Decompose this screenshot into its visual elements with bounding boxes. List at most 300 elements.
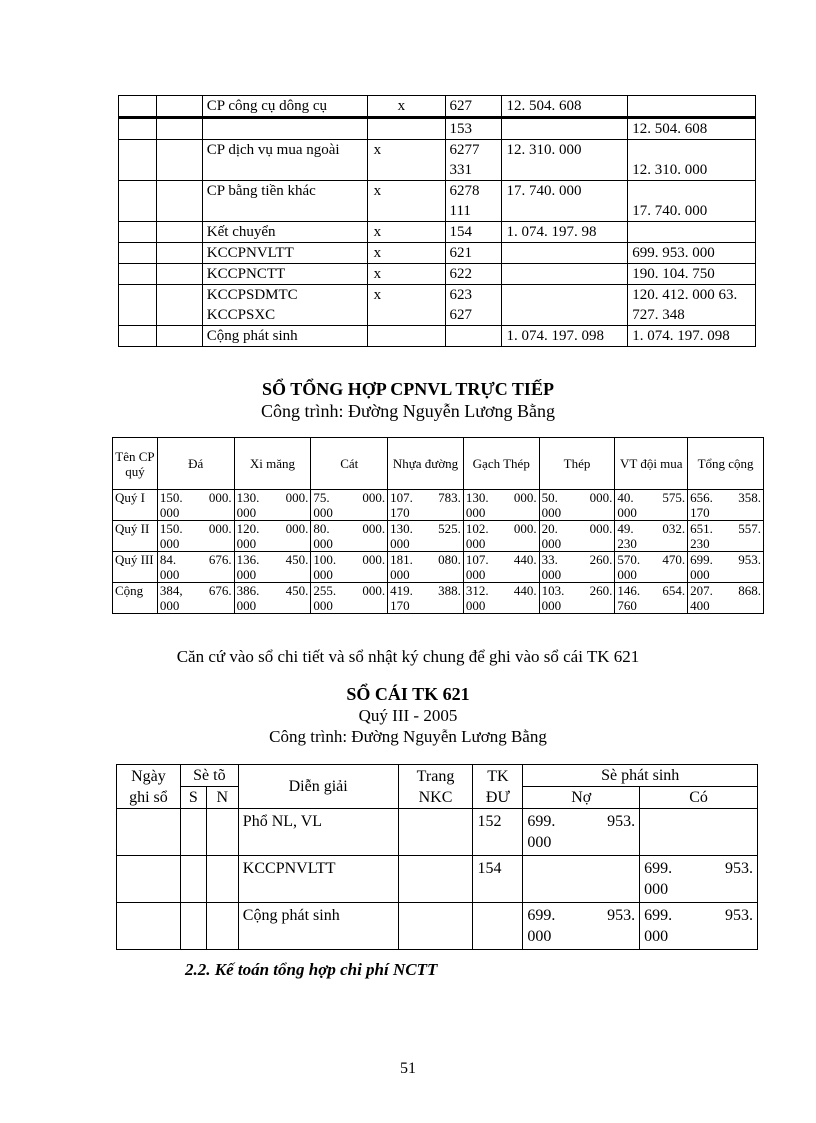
cell-credit: 1. 074. 197. 098 (628, 326, 756, 347)
value-part: 699. (644, 860, 673, 877)
cell-debit (502, 118, 628, 140)
cell-mark: x (367, 140, 445, 181)
summary-cell (688, 490, 764, 521)
empty-cell (398, 903, 473, 950)
value-part: 440. (513, 552, 537, 567)
summary-cell (463, 583, 539, 614)
value-part: 080. (438, 552, 461, 567)
value-part: 699. (690, 552, 713, 567)
summary-cell (234, 521, 311, 552)
cell-acct: 154 (445, 222, 502, 243)
header-description: Diễn giải (238, 765, 398, 809)
value-line (390, 521, 461, 536)
value-part: 654. (662, 583, 686, 598)
value-part: 575. (662, 490, 686, 505)
value-line (690, 521, 761, 536)
summary-cell (539, 583, 615, 614)
debit-cell (523, 856, 640, 903)
value-line (237, 552, 309, 567)
value-part: 570. (617, 552, 641, 567)
value-part: 000. (362, 552, 386, 567)
summary-cell (388, 521, 464, 552)
value-line (390, 583, 461, 598)
value-part: 230 (690, 536, 710, 551)
quarter-label: Quý I (113, 490, 158, 521)
value-part: 000 (527, 834, 552, 851)
value-part: 000 (159, 598, 180, 613)
value-part: 000 (390, 536, 410, 551)
cell-mark: x (367, 243, 445, 264)
value-part: 384, (159, 583, 183, 598)
value-line (690, 490, 761, 505)
value-part: 312. (465, 583, 489, 598)
value-part: 783. (438, 490, 461, 505)
summary-row (113, 583, 764, 614)
table-row (119, 326, 756, 347)
summary-cell (615, 490, 688, 521)
value-part: 260. (589, 552, 613, 567)
empty-cell (206, 809, 238, 856)
value-part: 651. (690, 521, 713, 536)
value-part: 107. (390, 490, 413, 505)
value-part: 80. (313, 521, 330, 536)
cell-c1 (119, 140, 157, 181)
value-line (466, 552, 537, 567)
cell-credit: 190. 104. 750 (628, 264, 756, 285)
empty-cell (117, 903, 181, 950)
empty-cell (180, 903, 206, 950)
cell-c1 (119, 285, 157, 326)
summary-cell (463, 552, 539, 583)
cell-c2 (156, 118, 202, 140)
summary-cell (615, 521, 688, 552)
value-part: 000. (285, 521, 309, 536)
cell-mark (367, 326, 445, 347)
description-cell: Phổ NL, VL (238, 809, 398, 856)
value-part: 000. (513, 521, 537, 536)
value-part: 656. (690, 490, 713, 505)
empty-cell (180, 809, 206, 856)
value-part: 000 (313, 505, 333, 520)
value-part: 000 (644, 928, 669, 945)
value-part: 000. (513, 490, 537, 505)
summary-cell (234, 490, 311, 521)
value-part: 000 (236, 536, 257, 551)
ledger-continuation-table (118, 95, 756, 347)
value-part: 440. (513, 583, 537, 598)
cell-mark: x (367, 96, 445, 118)
summary-cell (615, 552, 688, 583)
value-part: 170 (390, 598, 410, 613)
summary-cell (157, 552, 234, 583)
debit-cell (523, 903, 640, 950)
header-debit: Nợ (523, 787, 640, 809)
value-part: 868. (738, 583, 761, 598)
cell-c2 (156, 243, 202, 264)
ledger621-title: SỔ CÁI TK 621 (346, 684, 470, 704)
cell-c1 (119, 96, 157, 118)
empty-cell (180, 856, 206, 903)
value-part: 000 (313, 536, 333, 551)
cell-mark: x (367, 285, 445, 326)
value-part: 50. (541, 490, 558, 505)
cell-desc (202, 118, 367, 140)
instruction-note: Căn cứ vào sổ chi tiết và sổ nhật ký chung để ghi vào sổ cái TK 621 (176, 647, 640, 666)
value-part: 000 (541, 505, 562, 520)
cell-desc: Cộng phát sinh (202, 326, 367, 347)
value-part: 676. (208, 552, 232, 567)
cell-acct: 6278 111 (445, 181, 502, 222)
value-part: 676. (208, 583, 232, 598)
summary-cell (388, 490, 464, 521)
ledger621-period: Quý III - 2005 (358, 706, 458, 725)
cell-acct: 621 (445, 243, 502, 264)
value-line (390, 490, 461, 505)
value-line (617, 521, 685, 536)
value-part: 102. (465, 521, 489, 536)
value-line (160, 583, 232, 598)
value-part: 000. (208, 490, 232, 505)
header-n: N (206, 787, 238, 809)
value-part: 255. (313, 583, 337, 598)
header-date: Ngày ghi sổ (117, 765, 181, 809)
cell-c2 (156, 264, 202, 285)
value-part: 953. (607, 813, 636, 830)
header-amount: Sè phát sinh (523, 765, 758, 787)
value-part: 000 (159, 536, 180, 551)
value-part: 000 (313, 598, 333, 613)
summary-row (113, 521, 764, 552)
value-part: 000 (465, 536, 486, 551)
cell-c1 (119, 326, 157, 347)
value-part: 000. (362, 490, 386, 505)
value-line (313, 583, 385, 598)
value-part: 000 (617, 567, 637, 582)
table-row (119, 264, 756, 285)
value-part: 146. (617, 583, 641, 598)
value-part: 170 (690, 505, 710, 520)
cell-c2 (156, 140, 202, 181)
value-part: 000. (589, 490, 613, 505)
summary-title: SỔ TỔNG HỢP CPNVL TRỰC TIẾP (262, 379, 554, 399)
cell-debit: 12. 504. 608 (502, 96, 628, 118)
value-line (644, 858, 753, 879)
value-line (542, 490, 613, 505)
summary-cell (157, 521, 234, 552)
value-line (617, 552, 685, 567)
account-cell: 152 (473, 809, 523, 856)
value-part: 358. (738, 490, 761, 505)
value-part: 000 (527, 928, 552, 945)
summary-cell (388, 552, 464, 583)
cell-c1 (119, 243, 157, 264)
summary-cell (615, 583, 688, 614)
table-row (119, 118, 756, 140)
empty-cell (398, 856, 473, 903)
summary-cell (157, 583, 234, 614)
summary-table (112, 437, 764, 614)
empty-cell (206, 903, 238, 950)
value-line (466, 521, 537, 536)
value-line (237, 583, 309, 598)
value-part: 557. (738, 521, 761, 536)
cell-acct: 622 (445, 264, 502, 285)
value-line (527, 811, 635, 832)
summary-cell (539, 552, 615, 583)
value-line (466, 490, 537, 505)
table-row (119, 222, 756, 243)
value-line (237, 521, 309, 536)
cell-c2 (156, 181, 202, 222)
summary-header: Nhựa đường (388, 438, 464, 490)
value-part: 000 (313, 567, 333, 582)
cell-debit (502, 264, 628, 285)
value-line (617, 490, 685, 505)
cell-credit: 17. 740. 000 (628, 181, 756, 222)
value-part: 953. (725, 907, 753, 924)
summary-cell (688, 521, 764, 552)
value-part: 000 (617, 505, 637, 520)
value-part: 170 (390, 505, 410, 520)
cell-desc: KCCPNVLTT (202, 243, 367, 264)
cell-mark: x (367, 222, 445, 243)
cell-debit: 17. 740. 000 (502, 181, 628, 222)
cell-desc: KCCPNCTT (202, 264, 367, 285)
ledger621-row (117, 809, 758, 856)
value-part: 150. (159, 490, 183, 505)
value-part: 000 (465, 505, 486, 520)
table-row (119, 140, 756, 181)
value-part: 000 (390, 567, 410, 582)
table-row (119, 181, 756, 222)
cell-c1 (119, 222, 157, 243)
cell-debit: 12. 310. 000 (502, 140, 628, 181)
value-part: 699. (527, 813, 556, 830)
cell-credit: 699. 953. 000 (628, 243, 756, 264)
summary-cell (311, 552, 388, 583)
summary-cell (688, 583, 764, 614)
value-part: 000. (362, 583, 386, 598)
cell-desc: CP dịch vụ mua ngoài (202, 140, 367, 181)
value-part: 000. (285, 490, 309, 505)
summary-cell (539, 521, 615, 552)
value-line (313, 521, 385, 536)
value-part: 000 (644, 881, 669, 898)
value-line (160, 521, 232, 536)
value-part: 953. (738, 552, 761, 567)
ledger621-project: Công trình: Đường Nguyễn Lương Bằng (269, 727, 547, 746)
description-cell: Cộng phát sinh (238, 903, 398, 950)
summary-header: Gạch Thép (463, 438, 539, 490)
value-line (390, 552, 461, 567)
value-part: 419. (390, 583, 413, 598)
cell-c2 (156, 326, 202, 347)
value-line (644, 905, 753, 926)
value-part: 000 (690, 567, 710, 582)
cell-desc: KCCPSDMTC KCCPSXC (202, 285, 367, 326)
cell-debit: 1. 074. 197. 098 (502, 326, 628, 347)
value-part: 386. (236, 583, 260, 598)
value-line (542, 583, 613, 598)
ledger621-table (116, 764, 758, 950)
summary-header: Tổng cộng (688, 438, 764, 490)
value-part: 000 (236, 505, 257, 520)
summary-cell (311, 521, 388, 552)
summary-subtitle: Công trình: Đường Nguyễn Lương Bằng (260, 401, 556, 421)
summary-cell (234, 552, 311, 583)
value-line (617, 583, 685, 598)
cell-acct: 623 627 (445, 285, 502, 326)
value-part: 000 (465, 598, 486, 613)
cell-mark (367, 118, 445, 140)
value-part: 120. (236, 521, 260, 536)
value-part: 000 (541, 536, 562, 551)
summary-cell (388, 583, 464, 614)
cell-desc: CP bằng tiền khác (202, 181, 367, 222)
cell-acct: 6277 331 (445, 140, 502, 181)
cell-credit (628, 222, 756, 243)
value-part: 75. (313, 490, 330, 505)
summary-cell (311, 490, 388, 521)
value-part: 20. (541, 521, 558, 536)
value-part: 000 (159, 505, 180, 520)
quarter-label: Quý III (113, 552, 158, 583)
value-line (313, 552, 385, 567)
summary-cell (157, 490, 234, 521)
summary-header: VT đội mua (615, 438, 688, 490)
value-part: 260. (589, 583, 613, 598)
value-part: 000 (541, 598, 562, 613)
value-part: 207. (690, 583, 713, 598)
value-part: 450. (285, 583, 309, 598)
credit-cell (640, 809, 758, 856)
value-part: 84. (159, 552, 177, 567)
value-part: 000 (236, 598, 257, 613)
summary-header: Tên CP quý (113, 438, 158, 490)
cell-c2 (156, 96, 202, 118)
summary-cell (463, 490, 539, 521)
summary-cell (463, 521, 539, 552)
value-part: 699. (527, 907, 556, 924)
ledger621-row (117, 856, 758, 903)
value-line (160, 552, 232, 567)
table-row (119, 243, 756, 264)
summary-cell (311, 583, 388, 614)
cell-mark: x (367, 181, 445, 222)
summary-cell (234, 583, 311, 614)
cell-credit (628, 96, 756, 118)
value-line (542, 521, 613, 536)
description-cell: KCCPNVLTT (238, 856, 398, 903)
cell-credit: 120. 412. 000 63. 727. 348 (628, 285, 756, 326)
quarter-label: Cộng (113, 583, 158, 614)
value-part: 000 (236, 567, 257, 582)
value-line (690, 552, 761, 567)
value-part: 388. (438, 583, 461, 598)
cell-c1 (119, 264, 157, 285)
summary-header: Cát (311, 438, 388, 490)
value-part: 400 (690, 598, 710, 613)
cell-acct (445, 326, 502, 347)
empty-cell (206, 856, 238, 903)
header-s: S (180, 787, 206, 809)
cell-acct: 627 (445, 96, 502, 118)
value-part: 699. (644, 907, 673, 924)
value-part: 000. (208, 521, 232, 536)
cell-c2 (156, 222, 202, 243)
value-part: 450. (285, 552, 309, 567)
ledger621-row (117, 903, 758, 950)
value-line (527, 905, 635, 926)
cell-desc: CP công cụ dông cụ (202, 96, 367, 118)
cell-c1 (119, 181, 157, 222)
summary-row (113, 552, 764, 583)
summary-cell (688, 552, 764, 583)
section-heading: 2.2. Kế toán tổng hợp chi phí NCTT (185, 960, 438, 979)
value-part: 000 (541, 567, 562, 582)
cell-credit: 12. 310. 000 (628, 140, 756, 181)
value-part: 000 (465, 567, 486, 582)
header-journal-page: Trang NKC (398, 765, 473, 809)
value-part: 107. (465, 552, 489, 567)
value-part: 130. (390, 521, 413, 536)
value-line (160, 490, 232, 505)
summary-header: Thép (539, 438, 615, 490)
value-part: 032. (662, 521, 686, 536)
cell-c2 (156, 285, 202, 326)
value-line (313, 490, 385, 505)
header-contra-account: TK ĐƯ (473, 765, 523, 809)
value-part: 230 (617, 536, 637, 551)
summary-row (113, 490, 764, 521)
debit-cell (523, 809, 640, 856)
value-part: 953. (725, 860, 753, 877)
value-part: 100. (313, 552, 337, 567)
credit-cell (640, 856, 758, 903)
value-part: 150. (159, 521, 183, 536)
value-part: 000 (159, 567, 180, 582)
value-part: 103. (541, 583, 565, 598)
cell-credit: 12. 504. 608 (628, 118, 756, 140)
cell-desc: Kết chuyển (202, 222, 367, 243)
page-number: 51 (400, 1060, 416, 1077)
cell-debit: 1. 074. 197. 98 (502, 222, 628, 243)
value-part: 130. (236, 490, 260, 505)
cell-c1 (119, 118, 157, 140)
cell-debit (502, 243, 628, 264)
table-row (119, 285, 756, 326)
value-part: 000. (589, 521, 613, 536)
value-part: 760 (617, 598, 637, 613)
credit-cell (640, 903, 758, 950)
value-part: 136. (236, 552, 260, 567)
cell-debit (502, 285, 628, 326)
value-part: 953. (607, 907, 636, 924)
value-line (690, 583, 761, 598)
account-cell (473, 903, 523, 950)
empty-cell (117, 809, 181, 856)
empty-cell (398, 809, 473, 856)
value-part: 40. (617, 490, 634, 505)
account-cell: 154 (473, 856, 523, 903)
value-line (237, 490, 309, 505)
value-part: 130. (465, 490, 489, 505)
value-line (542, 552, 613, 567)
quarter-label: Quý II (113, 521, 158, 552)
value-line (466, 583, 537, 598)
value-part: 470. (662, 552, 686, 567)
cell-acct: 153 (445, 118, 502, 140)
